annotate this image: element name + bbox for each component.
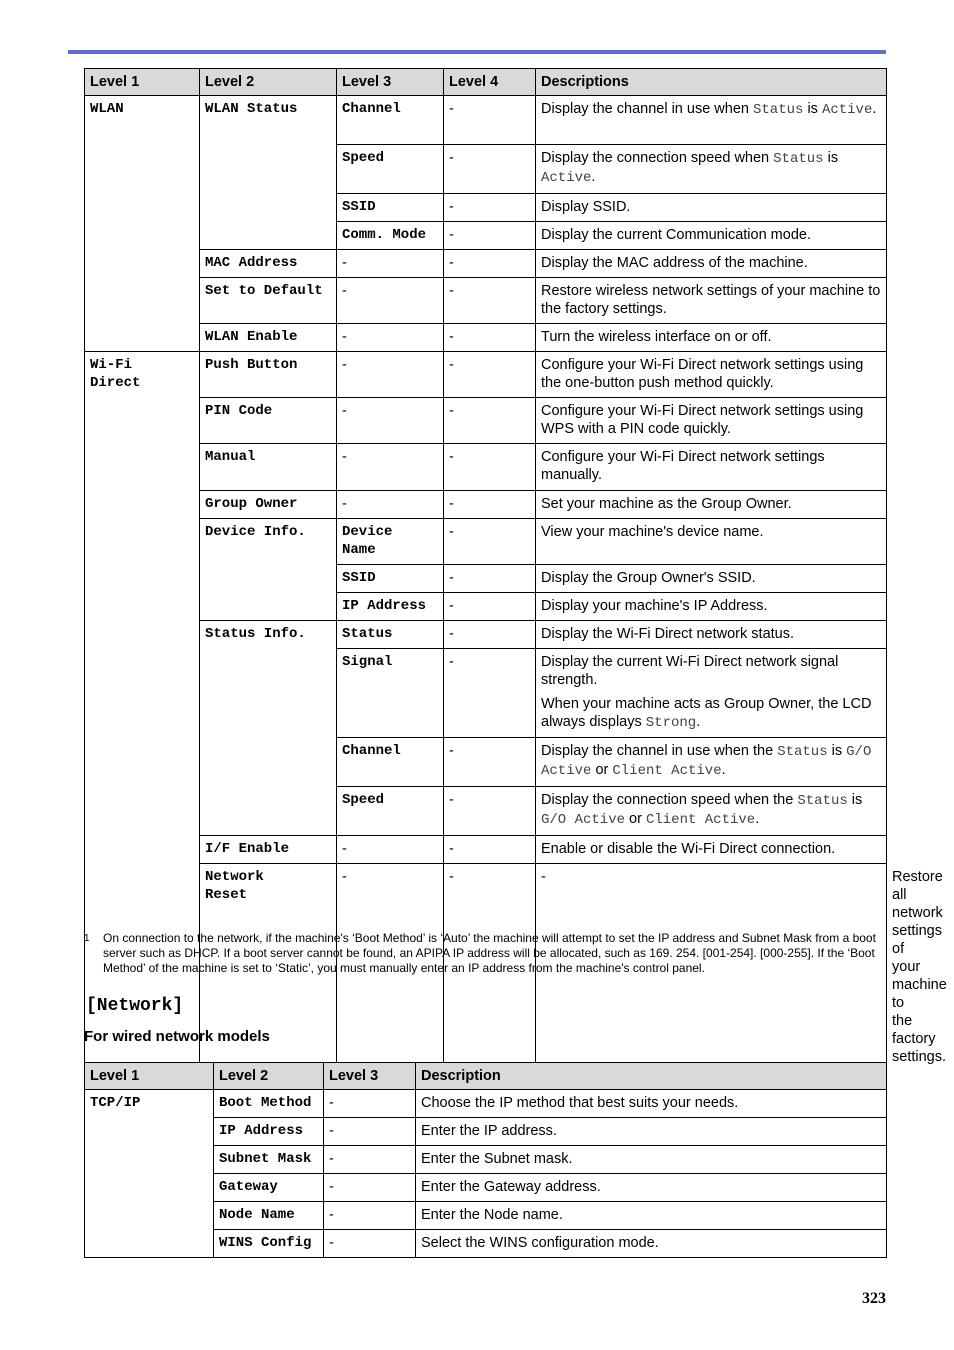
level4-dash: - [444, 836, 536, 864]
table-row [85, 621, 887, 649]
table-row [85, 398, 887, 444]
level4-dash: - [444, 621, 536, 649]
description: Enter the Subnet mask. [416, 1146, 887, 1174]
level3-channel: Channel [337, 96, 444, 145]
level3-comm-mode: Comm. Mode [337, 222, 444, 250]
level2-if-enable: I/F Enable [200, 836, 337, 864]
header-description: Description [416, 1063, 887, 1090]
level4-dash: - [444, 194, 536, 222]
level2-gateway: Gateway [214, 1174, 324, 1202]
description: Set your machine as the Group Owner. [536, 491, 887, 519]
level3-signal: Signal [337, 649, 444, 738]
level1-wlan: WLAN [85, 96, 200, 352]
table-row: Network Reset - - - Restore all network settings of your machine to the factory settings. [85, 864, 887, 1070]
level2-push-button: Push Button [200, 352, 337, 398]
level4-dash: - [444, 649, 536, 738]
level4-dash: - [444, 565, 536, 593]
level2-group-owner: Group Owner [200, 491, 337, 519]
table-row [85, 96, 887, 145]
level1-wifi-direct: Wi-Fi Direct [85, 352, 200, 1070]
table-row [85, 491, 887, 519]
description: Display SSID. [536, 194, 887, 222]
level2-pin-code: PIN Code [200, 398, 337, 444]
level3-ip-address: IP Address [337, 593, 444, 621]
header-descriptions: Descriptions [536, 69, 887, 96]
level2-device-info: Device Info. [200, 519, 337, 621]
table-row [85, 444, 887, 491]
table-row [85, 250, 887, 278]
description: Configure your Wi-Fi Direct network settings using WPS with a PIN code quickly. [536, 398, 887, 444]
description: Configure your Wi-Fi Direct network settings using the one-button push method quickly. [536, 352, 887, 398]
level3-dash: - [337, 491, 444, 519]
level2-ip-address: IP Address [214, 1118, 324, 1146]
description: Display the current Wi-Fi Direct network signal strength. When your machine acts as Group Owner, the LCD always displays Strong. [536, 649, 887, 738]
level2-boot-method: Boot Method [214, 1090, 324, 1118]
description: Restore wireless network settings of your machine to the factory settings. [536, 278, 887, 324]
table-row [85, 352, 887, 398]
level4-dash: - [444, 352, 536, 398]
level2-node-name: Node Name [214, 1202, 324, 1230]
description: Display the Wi-Fi Direct network status. [536, 621, 887, 649]
header-level-1: Level 1 [85, 69, 200, 96]
level2-wlan-status: WLAN Status [200, 96, 337, 250]
wired-network-table [84, 1062, 887, 1258]
description: Turn the wireless interface on or off. [536, 324, 887, 352]
level4-dash: - [444, 444, 536, 491]
level4-dash: - [444, 519, 536, 565]
table-header-row [85, 69, 887, 96]
level3-speed: Speed [337, 145, 444, 194]
description: Enable or disable the Wi-Fi Direct connection. [536, 836, 887, 864]
level1-network-reset: Network Reset [200, 864, 337, 1070]
footnote [84, 931, 884, 976]
level4-dash: - [444, 222, 536, 250]
level3-dash: - [324, 1090, 416, 1118]
description: Display your machine's IP Address. [536, 593, 887, 621]
description: View your machine's device name. [536, 519, 887, 565]
level3-ssid: SSID [337, 565, 444, 593]
level4-dash: - [444, 324, 536, 352]
table-row [85, 1090, 887, 1118]
subsection-title: For wired network models [84, 1028, 270, 1045]
level4-dash: - [444, 491, 536, 519]
level4-dash: - [444, 250, 536, 278]
level3-dash: - [324, 1174, 416, 1202]
level4-dash: - [444, 278, 536, 324]
description: Configure your Wi-Fi Direct network settings manually. [536, 444, 887, 491]
footnote-number: 1 [84, 933, 90, 944]
header-level-1: Level 1 [85, 1063, 214, 1090]
level3-dash: - [337, 836, 444, 864]
description: Enter the Gateway address. [416, 1174, 887, 1202]
description: Display the channel in use when Status is Active. [536, 96, 887, 145]
level3-dash: - [337, 444, 444, 491]
description: Select the WINS configuration mode. [416, 1230, 887, 1258]
level1-tcpip: TCP/IP [85, 1090, 214, 1258]
level3-dash: - [324, 1230, 416, 1258]
header-level-3: Level 3 [337, 69, 444, 96]
table-row [85, 324, 887, 352]
level2-status-info: Status Info. [200, 621, 337, 836]
level3-status: Status [337, 621, 444, 649]
level2-wlan-enable: WLAN Enable [200, 324, 337, 352]
level2-dash: - [337, 864, 444, 1070]
table-header-row [85, 1063, 887, 1090]
level2-manual: Manual [200, 444, 337, 491]
level3-speed: Speed [337, 787, 444, 836]
description: Display the Group Owner's SSID. [536, 565, 887, 593]
level4-dash: - [444, 96, 536, 145]
header-level-2: Level 2 [214, 1063, 324, 1090]
level4-dash: - [444, 593, 536, 621]
description: Display the current Communication mode. [536, 222, 887, 250]
description: Enter the Node name. [416, 1202, 887, 1230]
description: Display the connection speed when Status is Active. [536, 145, 887, 194]
description: Display the MAC address of the machine. [536, 250, 887, 278]
level3-dash: - [337, 250, 444, 278]
description: Enter the IP address. [416, 1118, 887, 1146]
level2-wins-config: WINS Config [214, 1230, 324, 1258]
level3-channel: Channel [337, 738, 444, 787]
description: Display the channel in use when the Status is G/O Active or Client Active. [536, 738, 887, 787]
level2-mac-address: MAC Address [200, 250, 337, 278]
network-menu-table [84, 68, 947, 1070]
level3-dash: - [444, 864, 536, 1070]
top-accent-bar [68, 50, 886, 54]
header-level-3: Level 3 [324, 1063, 416, 1090]
level3-device-name: Device Name [337, 519, 444, 565]
level3-dash: - [337, 324, 444, 352]
level3-dash: - [324, 1202, 416, 1230]
table-row [85, 519, 887, 565]
level2-set-to-default: Set to Default [200, 278, 337, 324]
level4-dash: - [444, 738, 536, 787]
level4-dash: - [444, 398, 536, 444]
level4-dash: - [444, 145, 536, 194]
footnote-text: On connection to the network, if the machine's ‘Boot Method’ is ‘Auto’ the machine will attempt to set the IP address and Subnet Mask from a boot server such as DHCP. If a boot server cannot be found, an APIPA IP address will be allocated, such as 169. 254. [001-254]. [000-255]. If the ‘Boot Method’ of the machine is set to ‘Static’, you must manually enter an IP address from the machine's control panel. [103, 931, 876, 975]
description: Choose the IP method that best suits your needs. [416, 1090, 887, 1118]
page-number: 323 [862, 1290, 886, 1307]
description: Display the connection speed when the Status is G/O Active or Client Active. [536, 787, 887, 836]
level3-dash: - [324, 1146, 416, 1174]
level3-dash: - [337, 278, 444, 324]
level2-subnet-mask: Subnet Mask [214, 1146, 324, 1174]
level3-dash: - [337, 398, 444, 444]
table-row [85, 836, 887, 864]
level3-dash: - [337, 352, 444, 398]
level4-dash: - [536, 864, 887, 1070]
level3-ssid: SSID [337, 194, 444, 222]
table-row [85, 278, 887, 324]
level4-dash: - [444, 787, 536, 836]
section-title: [Network] [86, 996, 184, 1016]
level3-dash: - [324, 1118, 416, 1146]
header-level-4: Level 4 [444, 69, 536, 96]
header-level-2: Level 2 [200, 69, 337, 96]
